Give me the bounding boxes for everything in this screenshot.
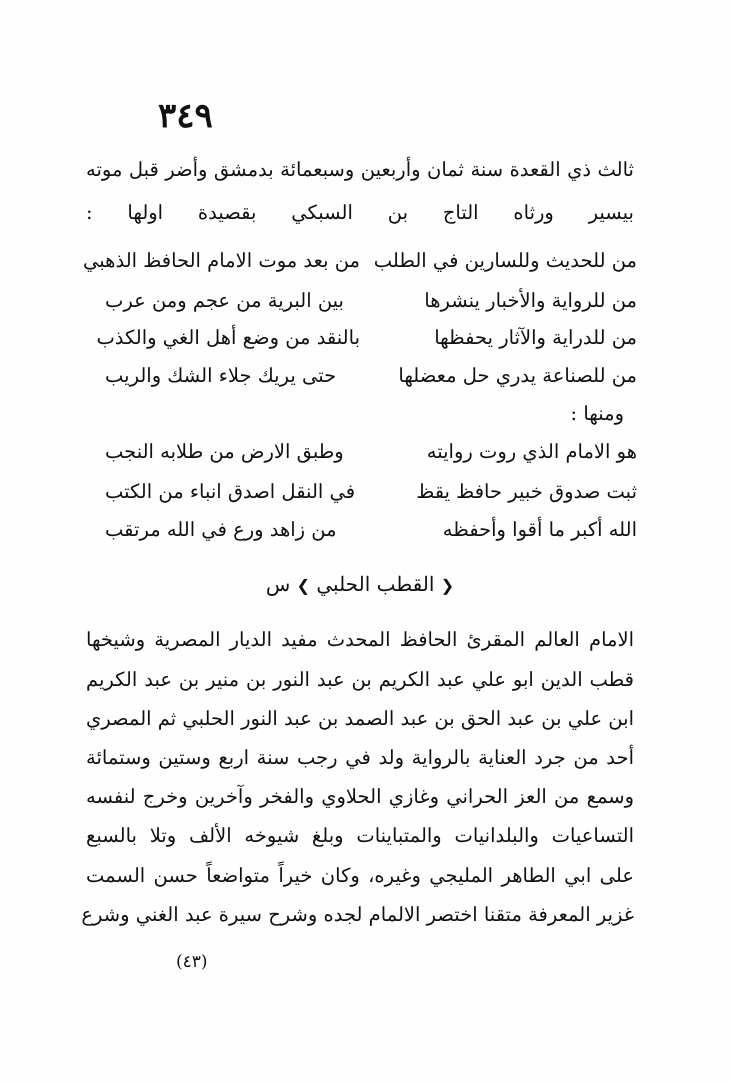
section-heading bbox=[260, 572, 460, 596]
heading-title: القطب الحلبي bbox=[316, 572, 435, 596]
bio-line-3: ابن علي بن عبد الحق بن عبد الصمد بن عبد النور الحلبي ثم المصري bbox=[86, 707, 634, 730]
poem2-verse-2-right: ثبت صدوق خبير حافظ يقظ bbox=[416, 480, 637, 503]
signature-mark: (٤٣) bbox=[176, 952, 208, 972]
poem2-intro: ومنها : bbox=[570, 402, 624, 425]
poem2-verse-1-right: هو الامام الذي روت روايته bbox=[426, 440, 637, 463]
intro-line-1: ثالث ذي القعدة سنة ثمان وأربعين وسبعمائة بدمشق وأضر قبل موته bbox=[86, 158, 634, 181]
poem1-verse-4-right: من للصناعة يدري حل معضلها bbox=[398, 364, 637, 387]
poem2-verse-2-left: في النقل اصدق انباء من الكتب bbox=[105, 480, 356, 503]
intro-line-2: بيسير ورثاه التاج بن السبكي بقصيدة اولها : bbox=[86, 201, 634, 224]
poem1-verse-2-left: بين البرية من عجم ومن عرب bbox=[105, 289, 344, 312]
poem2-verse-3-right: الله أكبر ما أقوا وأحفظه bbox=[442, 518, 637, 541]
bio-line-7: على ابي الطاهر المليجي وغيره، وكان خيراً متواضعاً حسن السمت bbox=[86, 864, 634, 887]
bio-line-6: التساعيات والبلدانيات والمتباينات وبلغ شيوخه الألف وتلا بالسبع bbox=[86, 824, 634, 847]
poem1-verse-2-right: من للرواية والأخبار ينشرها bbox=[424, 289, 637, 312]
poem1-verse-4-left: حتى يريك جلاء الشك والريب bbox=[105, 364, 337, 387]
poem2-verse-3-left: من زاهد ورع في الله مرتقب bbox=[105, 518, 337, 541]
poem1-verse-1-left: من بعد موت الامام الحافظ الذهبي bbox=[83, 249, 360, 272]
heading-mark: س bbox=[265, 572, 291, 596]
poem1-verse-3-left: بالنقد من وضع أهل الغي والكذب bbox=[96, 326, 360, 349]
bio-line-1: الامام العالم المقرئ الحافظ المحدث مفيد الديار المصرية وشيخها bbox=[86, 628, 634, 651]
bio-line-2: قطب الدين ابو علي عبد الكريم بن عبد النور بن منير بن عبد الكريم bbox=[86, 668, 634, 691]
bio-line-8: غزير المعرفة متقنا اختصر الالمام لجده وشرح سيرة عبد الغني وشرع bbox=[81, 903, 634, 926]
ornament-open-icon: ❮ bbox=[440, 576, 455, 595]
ornament-close-icon: ❯ bbox=[296, 576, 310, 595]
bio-line-4: أحد من جرد العناية بالرواية ولد في رجب سنة اربع وستين وستمائة bbox=[86, 746, 634, 769]
poem2-verse-1-left: وطبق الارض من طلابه النجب bbox=[105, 440, 344, 463]
poem1-verse-3-right: من للدراية والآثار يحفظها bbox=[434, 326, 637, 349]
poem1-verse-1-right: من للحديث وللسارين في الطلب bbox=[373, 249, 637, 272]
bio-line-5: وسمع من العز الحراني وغازي الحلاوي والفخر وآخرين وخرج لنفسه bbox=[86, 785, 634, 808]
page-number: ٣٤٩ bbox=[158, 96, 213, 136]
